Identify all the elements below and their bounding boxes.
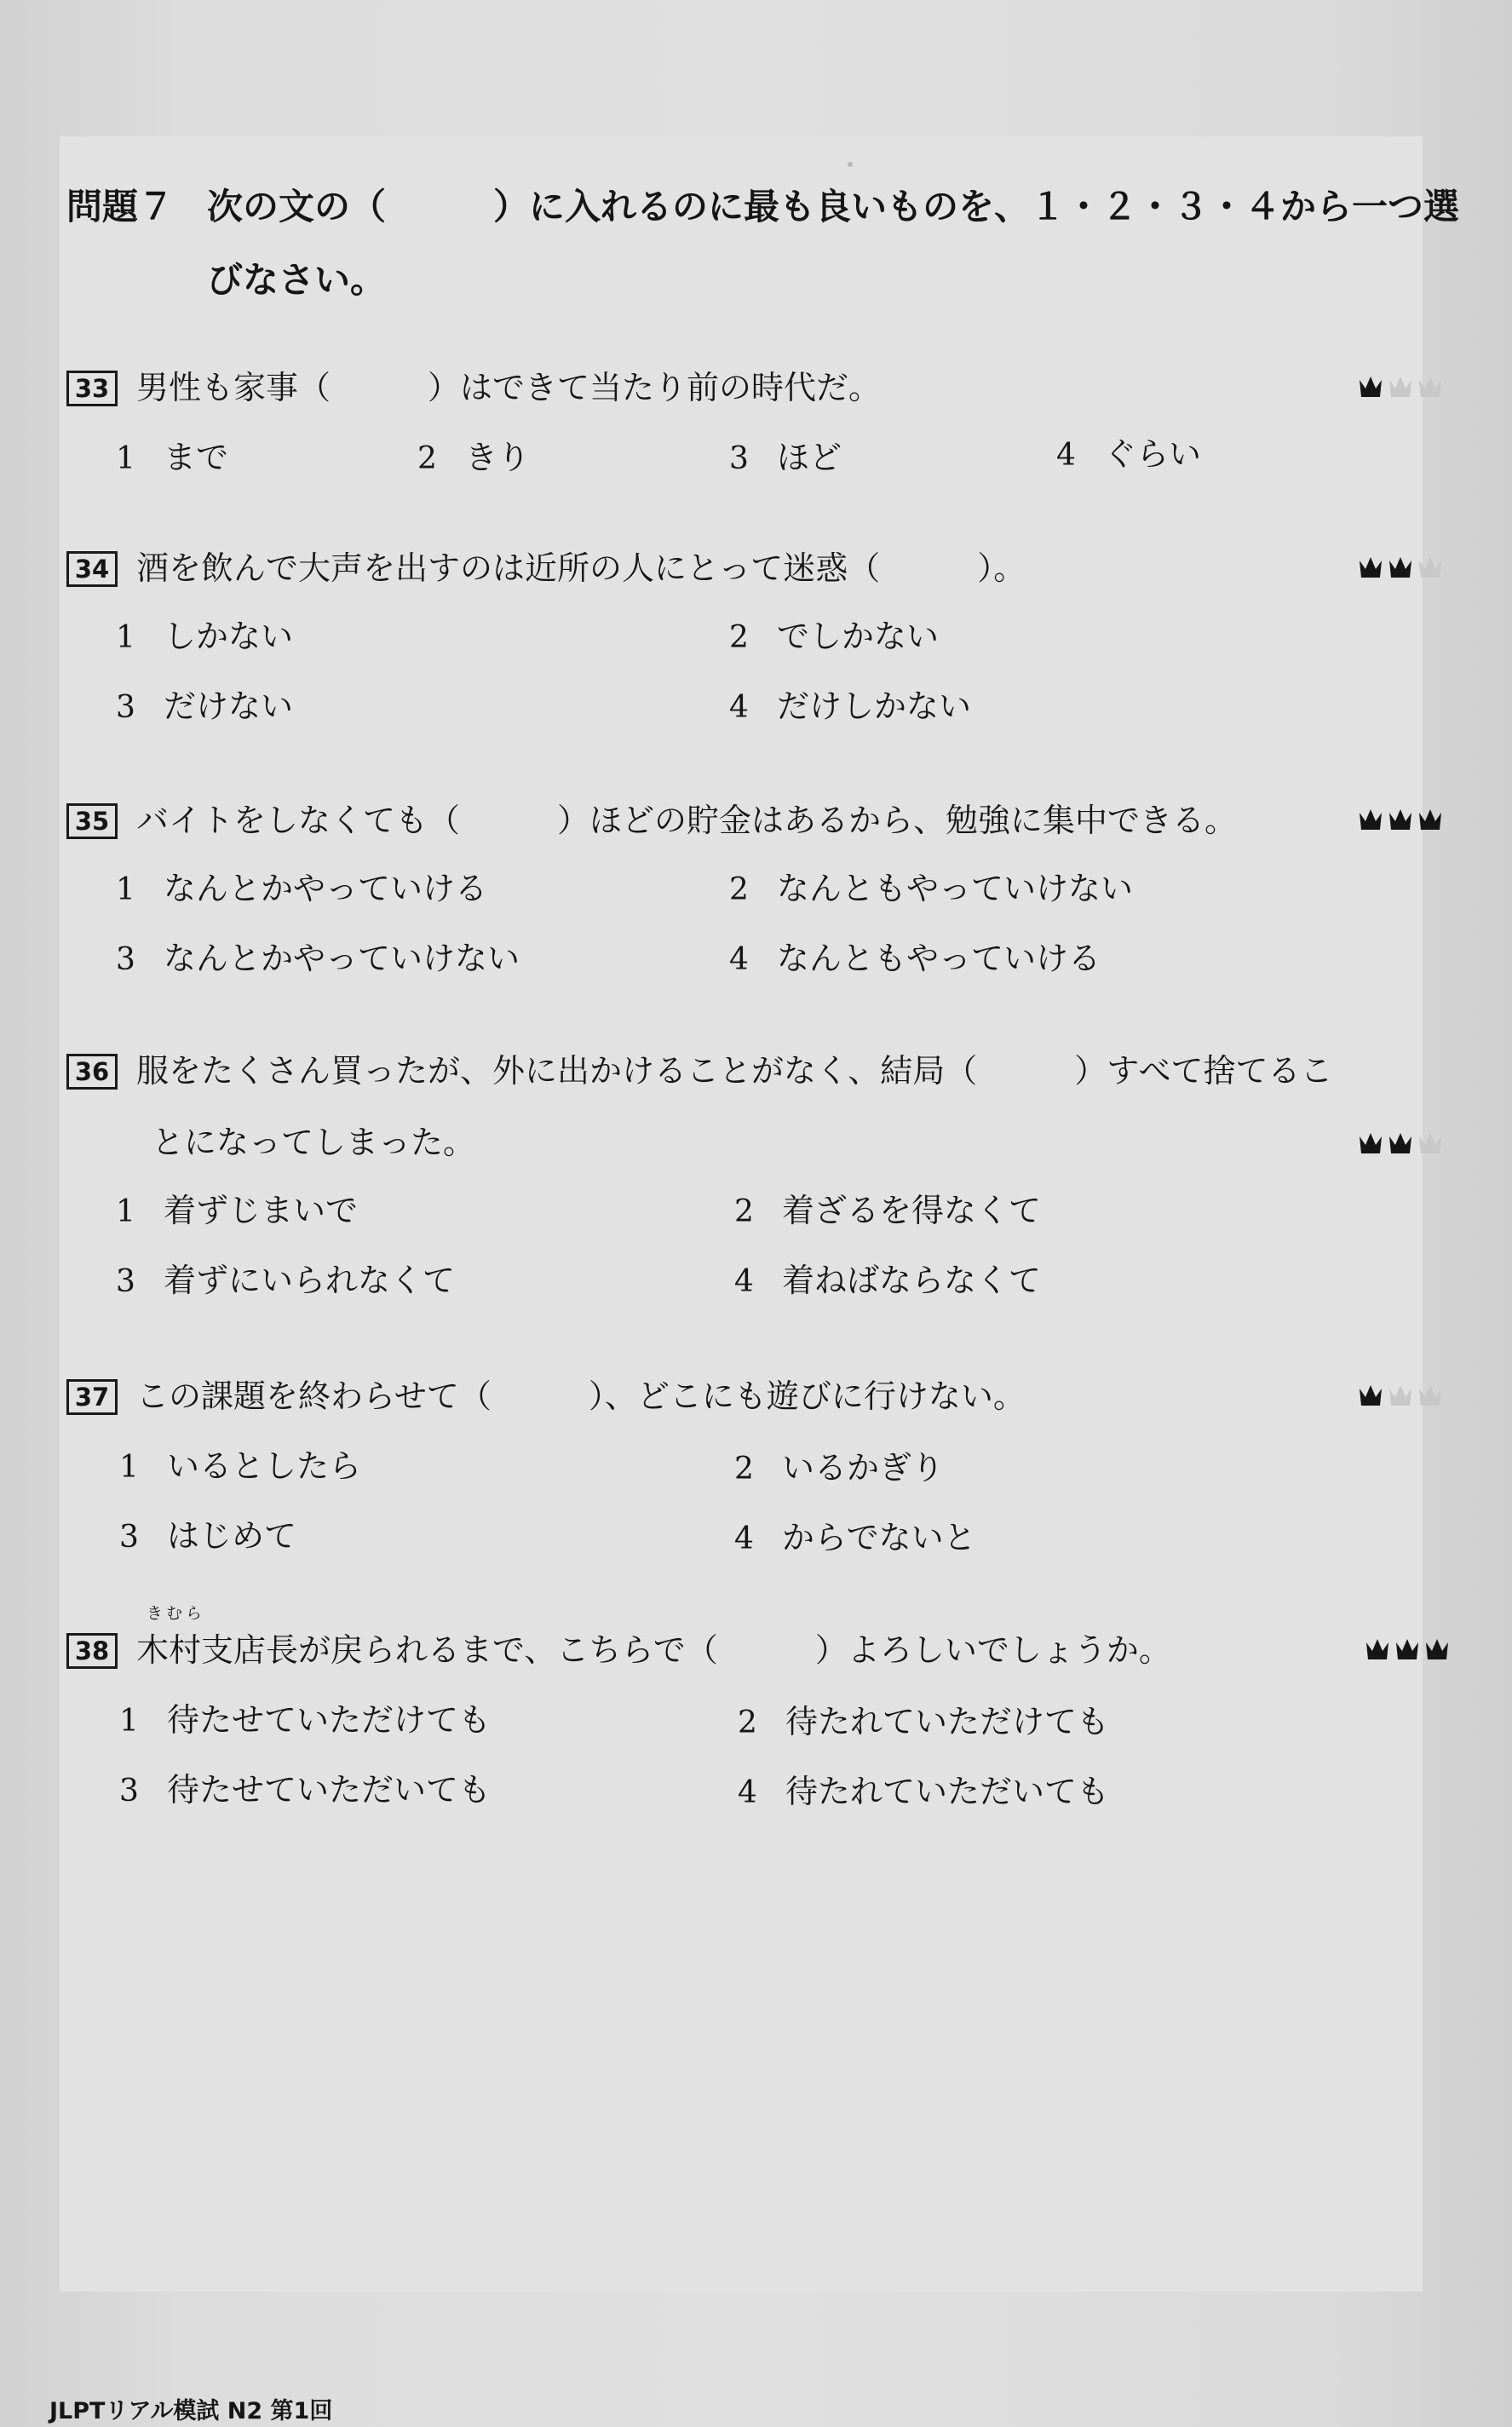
option-2[interactable]: 2 きり [417,439,531,476]
difficulty-crowns [1358,802,1446,838]
difficulty-crowns [1358,1378,1446,1414]
crown-filled-icon [1389,809,1411,830]
option-4[interactable]: 4 待たれていただいても [738,1773,1110,1810]
question-number: 36 [66,1054,118,1090]
crown-filled-icon [1360,1385,1382,1406]
section-label: 問題７ [66,186,175,227]
question-text: 服をたくさん買ったが、外に出かけることがなく、結局（ ）すべて捨てるこ [136,1052,1333,1090]
option-3[interactable]: 3 はじめて [119,1517,297,1555]
option-2[interactable]: 2 でしかない [729,618,940,655]
option-4[interactable]: 4 なんともやっていける [729,940,1101,977]
instruction-text: 次の文の（ ）に入れるのに最も良いものを、１・２・３・４から一つ選びなさい。 [207,186,1460,301]
ruby-name [136,1604,206,1673]
question-stem [66,365,881,411]
option-3[interactable]: 3 だけない [116,687,294,725]
crown-empty-icon [1419,377,1441,397]
furigana: きむら [147,1604,206,1623]
question-number: 33 [66,371,118,406]
question-text: この課題を終わらせて（ ）、どこにも遊びに行けない。 [136,1377,1026,1415]
crown-filled-icon [1396,1639,1418,1659]
question-number: 35 [66,803,118,839]
question-stem [66,1048,1332,1094]
crown-filled-icon [1389,557,1411,578]
question-stem [66,1373,1026,1419]
option-3[interactable]: 3 待たせていただいても [119,1771,492,1809]
option-1[interactable]: 1 着ずじまいで [116,1192,359,1229]
crown-filled-icon [1360,809,1382,830]
option-1[interactable]: 1 まで [116,439,229,476]
difficulty-crowns [1358,370,1446,405]
question-stem [66,1604,1171,1673]
option-3[interactable]: 3 ほど [729,439,842,476]
question-text: 酒を飲んで大声を出すのは近所の人にとって迷惑（ ）。 [136,549,1026,587]
option-2[interactable]: 2 いるかぎり [734,1449,945,1487]
option-4[interactable]: 4 からでないと [734,1519,976,1556]
crown-empty-icon [1419,1133,1441,1153]
ruby-base: 木村 [136,1631,202,1669]
question-text: 男性も家事（ ）はできて当たり前の時代だ。 [136,369,882,406]
option-4[interactable]: 4 着ねばならなくて [734,1262,1042,1299]
crown-empty-icon [1419,557,1441,578]
crown-filled-icon [1426,1639,1448,1659]
crown-filled-icon [1366,1639,1388,1659]
question-number: 34 [66,551,118,587]
option-1[interactable]: 1 しかない [116,618,294,655]
option-3[interactable]: 3 着ずにいられなくて [116,1262,456,1299]
difficulty-crowns [1365,1632,1453,1668]
question-text: 支店長が戻られるまで、こちらで（ ）よろしいでしょうか。 [201,1631,1171,1669]
crown-filled-icon [1360,1133,1382,1153]
difficulty-crowns [1358,550,1446,586]
option-3[interactable]: 3 なんとかやっていけない [116,940,520,977]
option-1[interactable]: 1 いるとしたら [119,1447,362,1485]
crown-filled-icon [1360,377,1382,397]
question-text: バイトをしなくても（ ）ほどの貯金はあるから、勉強に集中できる。 [136,802,1238,839]
crown-empty-icon [1389,377,1411,397]
option-1[interactable]: 1 待たせていただけても [119,1701,492,1739]
question-stem [66,545,1026,591]
option-4[interactable]: 4 ぐらい [1056,435,1202,473]
option-4[interactable]: 4 だけしかない [729,687,972,725]
crown-filled-icon [1360,557,1382,578]
crown-empty-icon [1419,1385,1441,1406]
crown-filled-icon [1419,809,1441,830]
question-number: 37 [66,1379,118,1415]
option-2[interactable]: 2 着ざるを得なくて [734,1192,1042,1229]
question-text-continued: とになってしまった。 [152,1124,476,1161]
page-speck [848,162,853,167]
crown-empty-icon [1389,1385,1411,1406]
crown-filled-icon [1389,1133,1411,1153]
option-2[interactable]: 2 待たれていただけても [738,1703,1110,1740]
difficulty-crowns [1358,1126,1446,1162]
page-footer: JLPTリアル模試 N2 第1回 [49,2398,333,2424]
question-number: 38 [66,1633,118,1669]
question-stem [66,797,1237,843]
option-1[interactable]: 1 なんとかやっていける [116,870,488,907]
option-2[interactable]: 2 なんともやっていけない [729,870,1134,907]
